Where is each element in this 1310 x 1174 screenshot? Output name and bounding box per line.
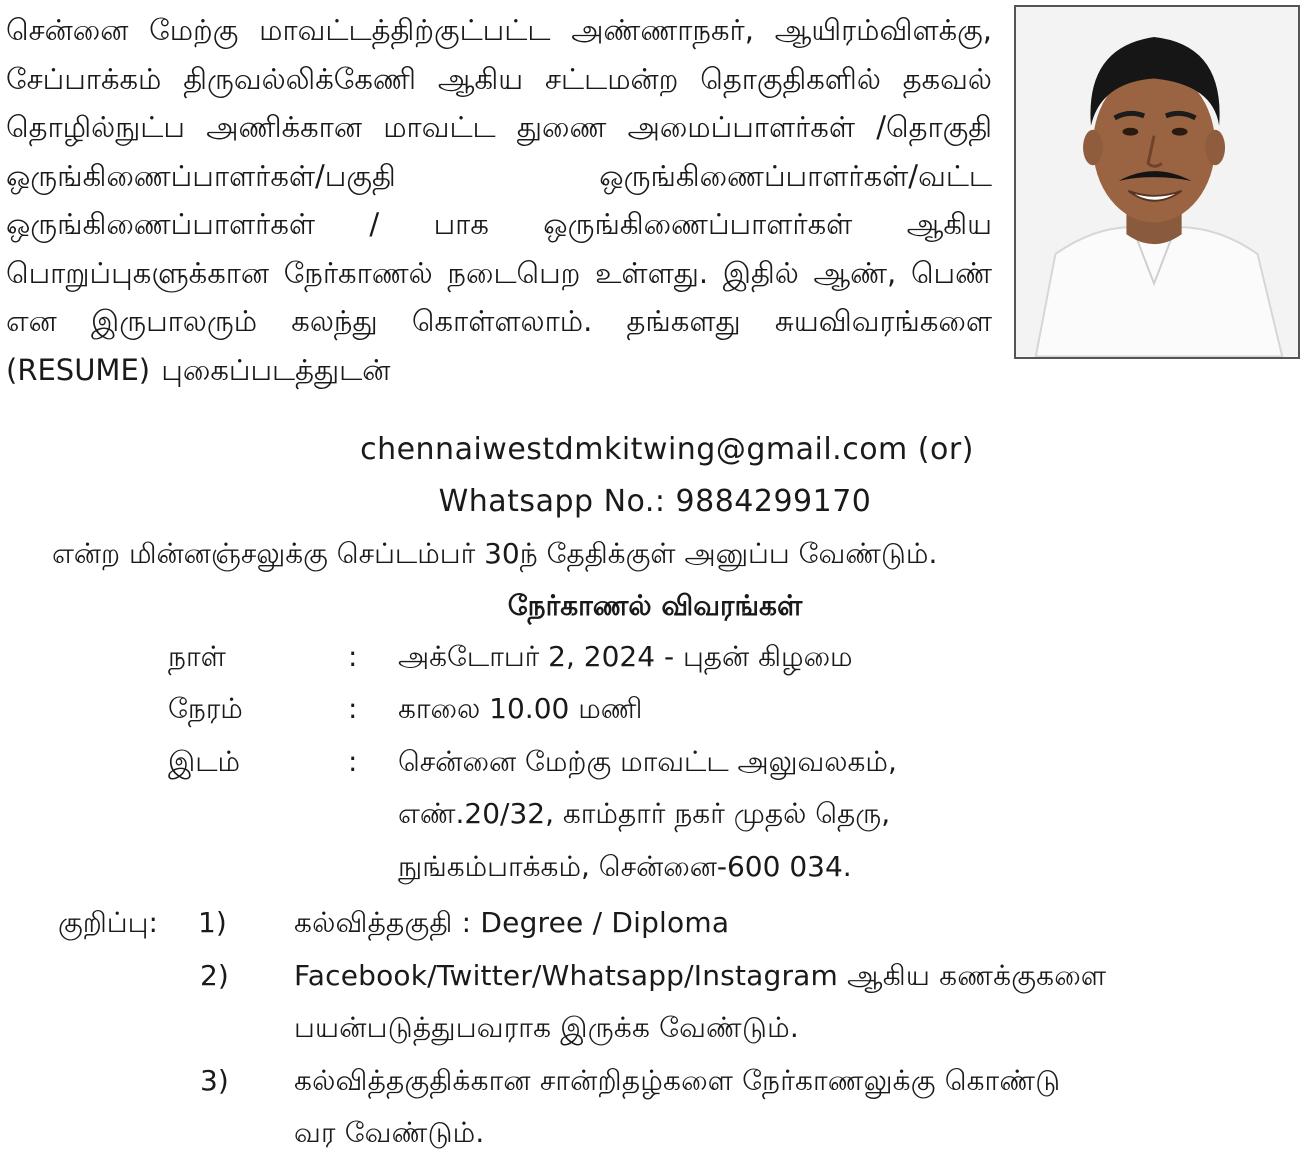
date-separator: : — [348, 640, 358, 673]
venue-line-1: சென்னை மேற்கு மாவட்ட அலுவலகம், — [398, 745, 897, 778]
interview-details-heading: நேர்காணல் விவரங்கள் — [507, 589, 803, 622]
submission-deadline: என்ற மின்னஞ்சலுக்கு செப்டம்பர் 30ந் தேதிக்குள் அனுப்ப வேண்டும். — [52, 537, 938, 570]
venue-separator: : — [348, 745, 358, 778]
note-number-3: 3) — [200, 1064, 229, 1097]
note-text-2-line-2: பயன்படுத்துபவராக இருக்க வேண்டும். — [294, 1011, 799, 1044]
note-text-2-line-1: Facebook/Twitter/Whatsapp/Instagram ஆகிய கணக்குகளை — [294, 959, 1107, 992]
email-address: chennaiwestdmkitwing@gmail.com (or) — [360, 432, 974, 467]
intro-paragraph: சென்னை மேற்கு மாவட்டத்திற்குட்பட்ட அண்ணாநகர், ஆயிரம்விளக்கு, சேப்பாக்கம் திருவல்லிக்கேணி ஆகிய சட்டமன்ற தொகுதிகளில் தகவல் தொழில்நுட்ப அணிக்கான மாவட்ட துணை அமைப்பாளர்கள் /தொகுதி ஒருங்கிணைப்பாளர்கள்/பகுதி ஒருங்கிணைப்பாளர்கள்/வட்ட ஒருங்கிணைப்பாளர்கள் / பாக ஒருங்கிணைப்பாளர்கள் ஆகிய பொறுப்புகளுக்கான நேர்காணல் நடைபெற உள்ளது. இதில் ஆண், பெண் என இருபாலரும் கலந்து கொள்ளலாம். தங்களது சுயவிவரங்களை (RESUME) புகைப்படத்துடன் — [6, 13, 992, 387]
note-number-1: 1) — [198, 906, 227, 939]
note-text-1: கல்வித்தகுதி : Degree / Diploma — [294, 906, 730, 939]
venue-label: இடம் — [168, 745, 241, 778]
note-number-2: 2) — [200, 959, 229, 992]
note-text-3-line-1: கல்வித்தகுதிக்கான சான்றிதழ்களை நேர்காணலுக்கு கொண்டு — [294, 1064, 1061, 1097]
time-separator: : — [348, 692, 358, 725]
notes-label: குறிப்பு: — [58, 906, 158, 939]
time-label: நேரம் — [168, 692, 243, 725]
date-label: நாள் — [168, 640, 226, 673]
date-value: அக்டோபர் 2, 2024 - புதன் கிழமை — [398, 640, 853, 673]
portrait-photo — [1014, 5, 1300, 359]
note-text-3-line-2: வர வேண்டும். — [294, 1116, 485, 1149]
whatsapp-number: Whatsapp No.: 9884299170 — [438, 484, 872, 519]
venue-line-2: எண்.20/32, காம்தார் நகர் முதல் தெரு, — [398, 797, 891, 830]
venue-line-3: நுங்கம்பாக்கம், சென்னை-600 034. — [398, 850, 852, 883]
time-value: காலை 10.00 மணி — [398, 692, 643, 725]
